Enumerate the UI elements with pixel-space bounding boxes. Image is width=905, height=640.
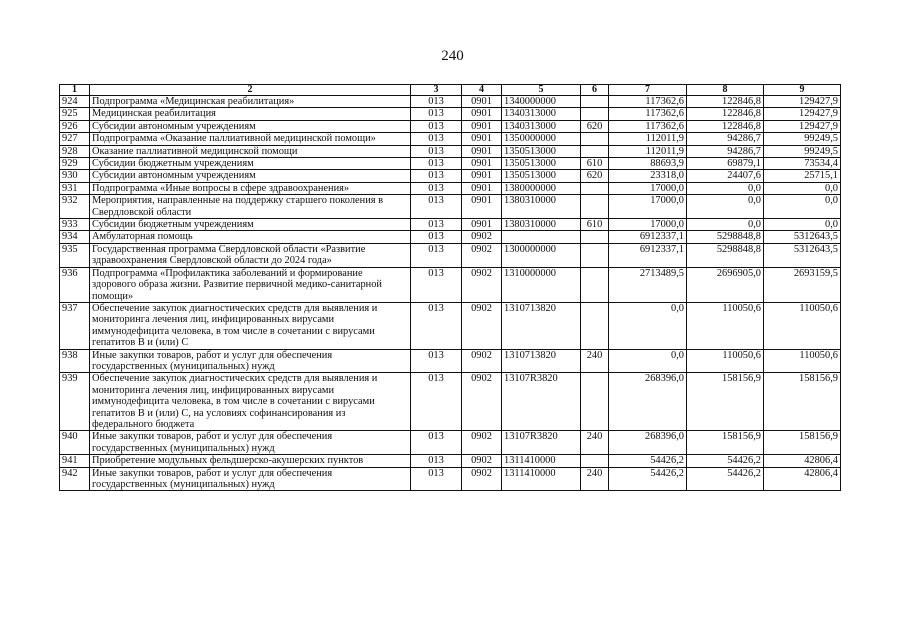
ministry-code-cell: 013 [411,133,462,145]
ministry-code-cell: 013 [411,302,462,349]
amount-col7-cell: 0,0 [609,349,687,373]
amount-col8-cell: 94286,7 [687,133,764,145]
section-code-cell: 0902 [462,373,502,431]
target-article-cell: 1380310000 [502,219,581,231]
ministry-code-cell: 013 [411,108,462,120]
amount-col7-cell: 117362,6 [609,96,687,108]
item-name-cell: Медицинская реабилитация [90,108,411,120]
target-article-cell: 1350513000 [502,145,581,157]
table-row [60,195,841,219]
header-row [60,85,841,96]
section-code-cell: 0901 [462,170,502,182]
section-code-cell: 0902 [462,243,502,267]
target-article-cell: 1350513000 [502,158,581,170]
ministry-code-cell: 013 [411,145,462,157]
target-article-cell [502,231,581,243]
amount-col9-cell: 5312643,5 [764,231,841,243]
amount-col8-cell: 122846,8 [687,96,764,108]
ministry-code-cell: 013 [411,349,462,373]
amount-col7-cell: 268396,0 [609,373,687,431]
table-row [60,133,841,145]
ministry-code-cell: 013 [411,243,462,267]
item-name-cell: Обеспечение закупок диагностических средств для выявления и мониторинга лечения лиц, инфицированных вирусами иммунодефицита человека, в том числе в сочетании с вирусами гепатитов B и (или) C, на условиях софинансирования из федерального бюджета [90,373,411,431]
item-name-cell: Мероприятия, направленные на поддержку старшего поколения в Свердловской области [90,195,411,219]
table-row [60,373,841,431]
ministry-code-cell: 013 [411,170,462,182]
ministry-code-cell: 013 [411,467,462,491]
expense-type-cell: 240 [581,431,609,455]
amount-col8-cell: 69879,1 [687,158,764,170]
column-header: 8 [687,85,764,96]
amount-col7-cell: 268396,0 [609,431,687,455]
item-name-cell: Подпрограмма «Профилактика заболеваний и формирование здорового образа жизни. Развитие первичной медико-санитарной помощи» [90,267,411,302]
table-row [60,170,841,182]
amount-col8-cell: 110050,6 [687,302,764,349]
ministry-code-cell: 013 [411,120,462,132]
ministry-code-cell: 013 [411,455,462,467]
amount-col9-cell: 5312643,5 [764,243,841,267]
ministry-code-cell: 013 [411,158,462,170]
table-row [60,108,841,120]
amount-col9-cell: 110050,6 [764,302,841,349]
table-row [60,182,841,194]
section-code-cell: 0901 [462,145,502,157]
amount-col8-cell: 94286,7 [687,145,764,157]
row-number-cell: 926 [60,120,90,132]
amount-col9-cell: 73534,4 [764,158,841,170]
expense-type-cell [581,373,609,431]
amount-col9-cell: 129427,9 [764,96,841,108]
column-header: 5 [502,85,581,96]
table-row [60,231,841,243]
expense-type-cell [581,302,609,349]
table-row [60,145,841,157]
ministry-code-cell: 013 [411,195,462,219]
section-code-cell: 0901 [462,158,502,170]
column-header: 3 [411,85,462,96]
amount-col8-cell: 0,0 [687,219,764,231]
row-number-cell: 937 [60,302,90,349]
section-code-cell: 0902 [462,231,502,243]
column-header: 4 [462,85,502,96]
table-body [60,96,841,491]
page-number: 240 [441,48,464,64]
amount-col9-cell: 99249,5 [764,133,841,145]
amount-col7-cell: 6912337,1 [609,231,687,243]
amount-col7-cell: 17000,0 [609,182,687,194]
amount-col7-cell: 6912337,1 [609,243,687,267]
section-code-cell: 0901 [462,195,502,219]
section-code-cell: 0901 [462,182,502,194]
row-number-cell: 938 [60,349,90,373]
table-row [60,267,841,302]
expense-type-cell [581,182,609,194]
section-code-cell: 0901 [462,96,502,108]
expense-type-cell [581,108,609,120]
row-number-cell: 930 [60,170,90,182]
amount-col7-cell: 54426,2 [609,467,687,491]
amount-col8-cell: 158156,9 [687,373,764,431]
target-article-cell: 1350000000 [502,133,581,145]
ministry-code-cell: 013 [411,182,462,194]
row-number-cell: 932 [60,195,90,219]
amount-col7-cell: 117362,6 [609,108,687,120]
target-article-cell: 1311410000 [502,455,581,467]
row-number-cell: 924 [60,96,90,108]
section-code-cell: 0901 [462,120,502,132]
item-name-cell: Подпрограмма «Оказание паллиативной медицинской помощи» [90,133,411,145]
target-article-cell: 1380000000 [502,182,581,194]
target-article-cell: 1350513000 [502,170,581,182]
amount-col9-cell: 42806,4 [764,467,841,491]
row-number-cell: 931 [60,182,90,194]
amount-col8-cell: 5298848,8 [687,231,764,243]
budget-table [59,84,841,491]
expense-type-cell: 610 [581,219,609,231]
row-number-cell: 941 [60,455,90,467]
amount-col9-cell: 129427,9 [764,120,841,132]
row-number-cell: 929 [60,158,90,170]
item-name-cell: Субсидии бюджетным учреждениям [90,219,411,231]
row-number-cell: 925 [60,108,90,120]
amount-col8-cell: 158156,9 [687,431,764,455]
amount-col9-cell: 2693159,5 [764,267,841,302]
item-name-cell: Иные закупки товаров, работ и услуг для обеспечения государственных (муниципальных) нужд [90,349,411,373]
amount-col8-cell: 0,0 [687,182,764,194]
amount-col9-cell: 129427,9 [764,108,841,120]
section-code-cell: 0901 [462,219,502,231]
amount-col8-cell: 2696905,0 [687,267,764,302]
expense-type-cell [581,267,609,302]
expense-type-cell [581,195,609,219]
item-name-cell: Приобретение модульных фельдшерско-акушерских пунктов [90,455,411,467]
item-name-cell: Субсидии автономным учреждениям [90,120,411,132]
amount-col7-cell: 117362,6 [609,120,687,132]
amount-col7-cell: 112011,9 [609,133,687,145]
amount-col8-cell: 5298848,8 [687,243,764,267]
row-number-cell: 936 [60,267,90,302]
amount-col9-cell: 158156,9 [764,373,841,431]
amount-col8-cell: 24407,6 [687,170,764,182]
section-code-cell: 0901 [462,133,502,145]
amount-col9-cell: 110050,6 [764,349,841,373]
item-name-cell: Иные закупки товаров, работ и услуг для обеспечения государственных (муниципальных) нужд [90,431,411,455]
table-row [60,431,841,455]
table-row [60,455,841,467]
target-article-cell: 1310713820 [502,302,581,349]
row-number-cell: 935 [60,243,90,267]
amount-col9-cell: 25715,1 [764,170,841,182]
ministry-code-cell: 013 [411,219,462,231]
section-code-cell: 0902 [462,267,502,302]
table-row [60,120,841,132]
section-code-cell: 0902 [462,431,502,455]
target-article-cell: 1340313000 [502,120,581,132]
amount-col7-cell: 17000,0 [609,219,687,231]
amount-col7-cell: 0,0 [609,302,687,349]
amount-col8-cell: 54426,2 [687,467,764,491]
section-code-cell: 0901 [462,108,502,120]
section-code-cell: 0902 [462,467,502,491]
item-name-cell: Подпрограмма «Медицинская реабилитация» [90,96,411,108]
expense-type-cell [581,96,609,108]
amount-col7-cell: 2713489,5 [609,267,687,302]
row-number-cell: 940 [60,431,90,455]
amount-col8-cell: 122846,8 [687,108,764,120]
target-article-cell: 1300000000 [502,243,581,267]
amount-col7-cell: 17000,0 [609,195,687,219]
target-article-cell: 1311410000 [502,467,581,491]
expense-type-cell [581,243,609,267]
expense-type-cell [581,455,609,467]
item-name-cell: Государственная программа Свердловской области «Развитие здравоохранения Свердловской области до 2024 года» [90,243,411,267]
item-name-cell: Субсидии автономным учреждениям [90,170,411,182]
amount-col8-cell: 110050,6 [687,349,764,373]
section-code-cell: 0902 [462,302,502,349]
table-row [60,467,841,491]
expense-type-cell: 620 [581,120,609,132]
item-name-cell: Оказание паллиативной медицинской помощи [90,145,411,157]
target-article-cell: 1310713820 [502,349,581,373]
row-number-cell: 933 [60,219,90,231]
target-article-cell: 1340313000 [502,108,581,120]
table-row [60,96,841,108]
table-row [60,158,841,170]
table-row [60,302,841,349]
amount-col8-cell: 0,0 [687,195,764,219]
expense-type-cell: 620 [581,170,609,182]
amount-col9-cell: 0,0 [764,195,841,219]
column-header: 1 [60,85,90,96]
column-header: 6 [581,85,609,96]
amount-col9-cell: 99249,5 [764,145,841,157]
table-row [60,349,841,373]
expense-type-cell: 240 [581,467,609,491]
amount-col8-cell: 122846,8 [687,120,764,132]
section-code-cell: 0902 [462,349,502,373]
column-header: 7 [609,85,687,96]
item-name-cell: Субсидии бюджетным учреждениям [90,158,411,170]
column-header: 9 [764,85,841,96]
row-number-cell: 939 [60,373,90,431]
ministry-code-cell: 013 [411,373,462,431]
item-name-cell: Иные закупки товаров, работ и услуг для обеспечения государственных (муниципальных) нужд [90,467,411,491]
expense-type-cell [581,133,609,145]
column-header: 2 [90,85,411,96]
table-row [60,243,841,267]
table-row [60,219,841,231]
row-number-cell: 927 [60,133,90,145]
target-article-cell: 1310000000 [502,267,581,302]
row-number-cell: 928 [60,145,90,157]
ministry-code-cell: 013 [411,267,462,302]
item-name-cell: Обеспечение закупок диагностических средств для выявления и мониторинга лечения лиц, инфицированных вирусами иммунодефицита человека, в том числе в сочетании с вирусами гепатитов B и (или) C [90,302,411,349]
row-number-cell: 942 [60,467,90,491]
amount-col9-cell: 0,0 [764,182,841,194]
amount-col8-cell: 54426,2 [687,455,764,467]
amount-col9-cell: 0,0 [764,219,841,231]
amount-col9-cell: 42806,4 [764,455,841,467]
amount-col7-cell: 88693,9 [609,158,687,170]
expense-type-cell [581,231,609,243]
target-article-cell: 13107R3820 [502,373,581,431]
expense-type-cell: 240 [581,349,609,373]
expense-type-cell [581,145,609,157]
target-article-cell: 1340000000 [502,96,581,108]
amount-col7-cell: 112011,9 [609,145,687,157]
amount-col7-cell: 54426,2 [609,455,687,467]
ministry-code-cell: 013 [411,96,462,108]
target-article-cell: 13107R3820 [502,431,581,455]
ministry-code-cell: 013 [411,431,462,455]
expense-type-cell: 610 [581,158,609,170]
ministry-code-cell: 013 [411,231,462,243]
amount-col7-cell: 23318,0 [609,170,687,182]
item-name-cell: Подпрограмма «Иные вопросы в сфере здравоохранения» [90,182,411,194]
section-code-cell: 0902 [462,455,502,467]
row-number-cell: 934 [60,231,90,243]
item-name-cell: Амбулаторная помощь [90,231,411,243]
target-article-cell: 1380310000 [502,195,581,219]
amount-col9-cell: 158156,9 [764,431,841,455]
